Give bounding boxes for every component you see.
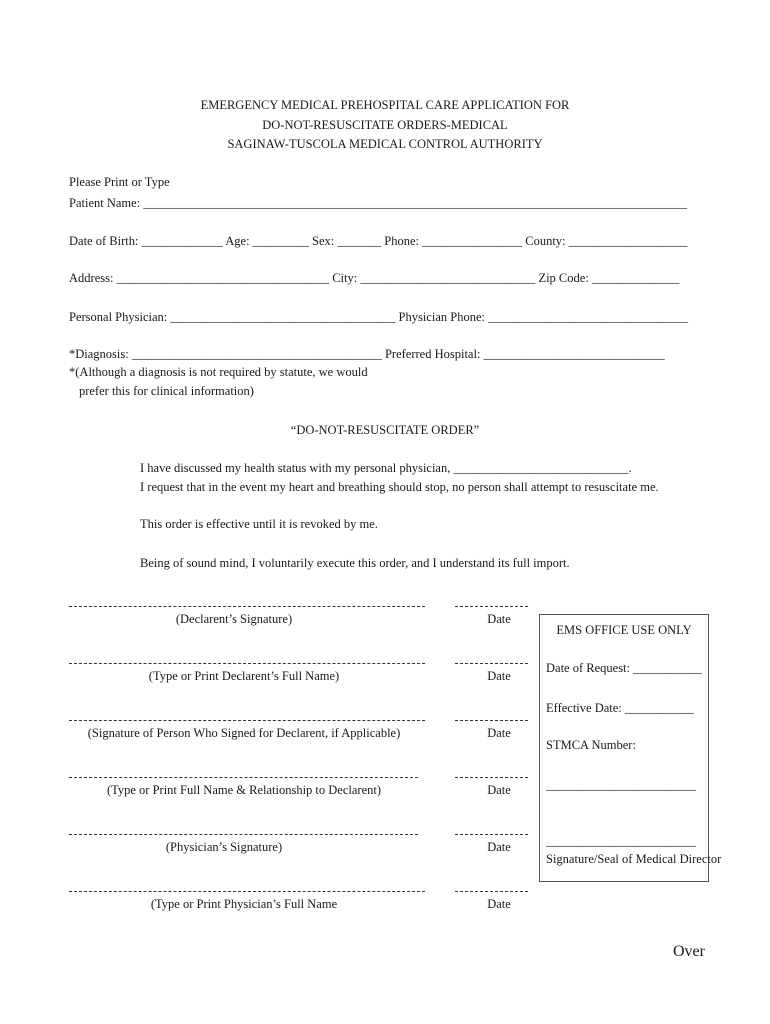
signature-label: (Type or Print Declarent’s Full Name) [148,669,340,683]
signature-label: (Declarent’s Signature) [175,612,293,626]
diagnosis-note-1: *(Although a diagnosis is not required by statute, we would [69,365,368,379]
order-paragraph-2: I request that in the event my heart and breathing should stop, no person shall attempt to resuscitate me. [140,480,659,494]
date-line[interactable] [455,834,528,835]
date-label: Date [487,783,511,797]
form-title-line-1: EMERGENCY MEDICAL PREHOSPITAL CARE APPLICATION FOR [200,98,570,112]
stmca-number-label: STMCA Number: [546,738,636,752]
date-label: Date [487,840,511,854]
diagnosis-row[interactable]: *Diagnosis: ________________________________________ Preferred Hospital: _____________________________ [69,347,665,361]
order-paragraph-3: This order is effective until it is revoked by me. [140,517,378,531]
diagnosis-note-2: prefer this for clinical information) [79,384,254,398]
form-title-line-3: SAGINAW-TUSCOLA MEDICAL CONTROL AUTHORITY [227,137,543,151]
signature-label: (Type or Print Physician’s Full Name [150,897,338,911]
date-of-request-field[interactable]: Date of Request: ___________ [546,661,702,675]
date-line[interactable] [455,663,528,664]
signature-label: (Type or Print Full Name & Relationship to Declarent) [106,783,382,797]
date-label: Date [487,612,511,626]
order-paragraph-4: Being of sound mind, I voluntarily execute this order, and I understand its full import. [140,556,570,570]
signature-line[interactable] [69,834,418,835]
order-paragraph-1: I have discussed my health status with my personal physician, ____________________________. [140,461,632,475]
date-of-birth-row[interactable]: Date of Birth: _____________ Age: _________ Sex: _______ Phone: ________________ County: ___________________ [69,234,688,248]
physician-row[interactable]: Personal Physician: ____________________________________ Physician Phone: ________________________________ [69,310,689,324]
signature-line[interactable] [69,777,418,778]
date-line[interactable] [455,777,528,778]
ems-office-use-box [539,614,722,882]
medical-director-seal-label: Signature/Seal of Medical Director [546,852,722,866]
signature-line[interactable] [69,891,425,892]
patient-name-field[interactable]: Patient Name: _______________________________________________________________________________________ [69,196,688,210]
medical-director-signature-line[interactable]: ________________________ [546,834,696,848]
print-instruction: Please Print or Type [69,175,170,189]
stmca-number-line[interactable]: ________________________ [546,778,696,792]
signature-line[interactable] [69,720,425,721]
signature-line[interactable] [69,606,425,607]
signature-line[interactable] [69,663,425,664]
order-heading: “DO-NOT-RESUSCITATE ORDER” [290,423,480,437]
effective-date-field[interactable]: Effective Date: ___________ [546,701,694,715]
signature-label: (Physician’s Signature) [165,840,283,854]
date-line[interactable] [455,606,528,607]
signature-label: (Signature of Person Who Signed for Declarent, if Applicable) [87,726,401,740]
date-line[interactable] [455,720,528,721]
office-box-title: EMS OFFICE USE ONLY [556,623,692,637]
date-label: Date [487,897,511,911]
over-page-indicator: Over [673,943,705,960]
form-title-line-2: DO-NOT-RESUSCITATE ORDERS-MEDICAL [262,118,508,132]
date-label: Date [487,669,511,683]
date-line[interactable] [455,891,528,892]
date-label: Date [487,726,511,740]
address-row[interactable]: Address: __________________________________ City: ____________________________ Zip Code: ______________ [69,271,680,285]
